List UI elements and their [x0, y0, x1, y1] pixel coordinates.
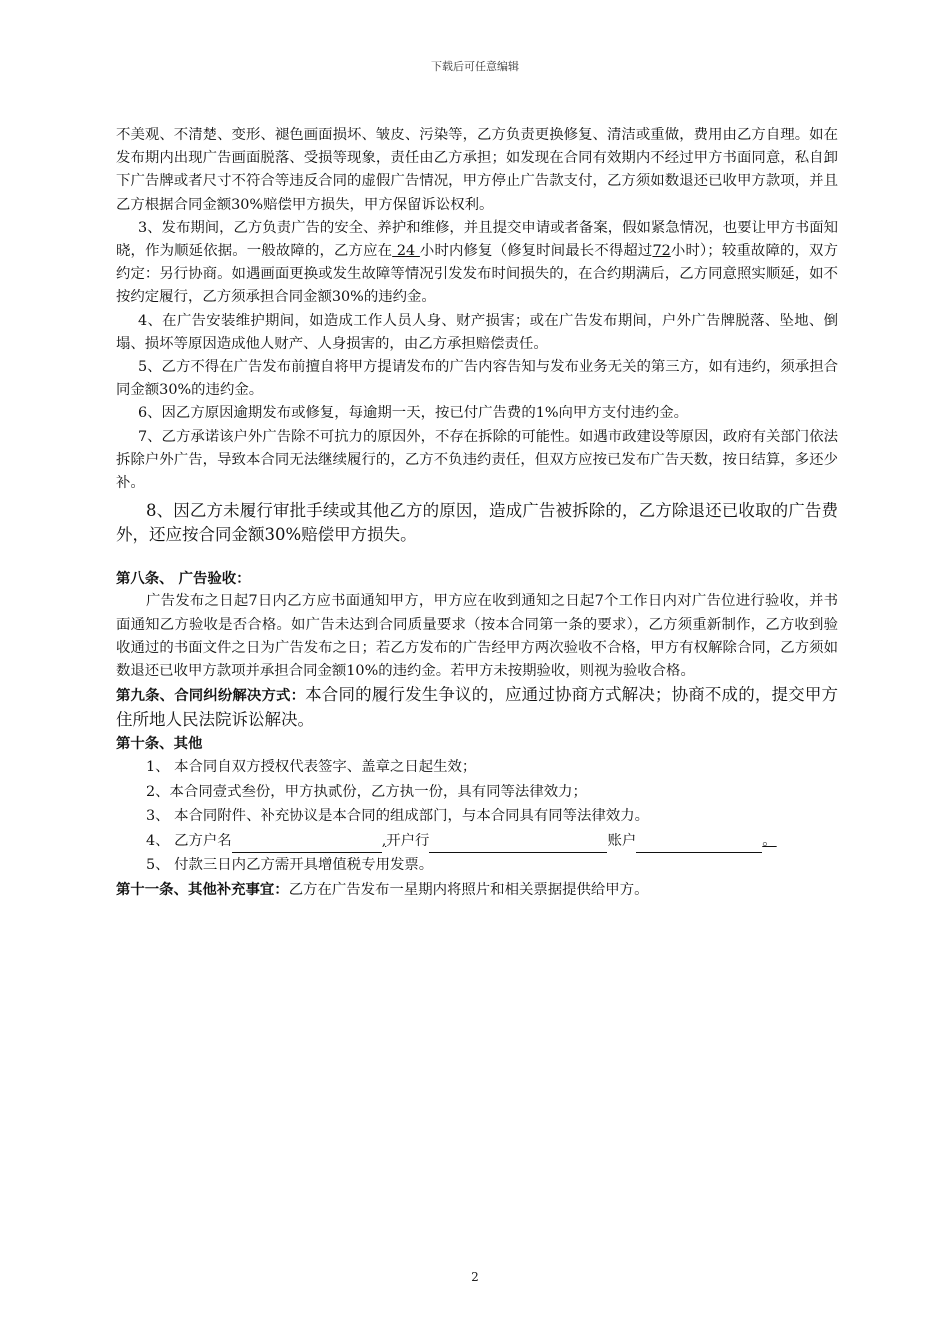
page-header: 下载后可任意编辑	[431, 60, 519, 73]
account-name-blank[interactable]	[232, 835, 382, 853]
bank-blank[interactable]	[429, 835, 607, 853]
document-body	[116, 124, 838, 902]
clause-3-text-c: 小时）；较重故障的，双方约定：另行协商。如遇画面更换或发生故障等情况引发发布时间损失的，在合约期满后，乙方同意照实顺延，如不按约定履行，乙方须承担合同金额30%的违约金。	[116, 243, 838, 306]
spacer	[116, 547, 838, 567]
account-blank[interactable]	[636, 835, 762, 853]
article-9	[116, 683, 838, 732]
account-name-label: 4、 乙方户名	[146, 832, 232, 849]
article-10-title: 第十条、其他	[116, 735, 203, 753]
clause-3-text-b: 小时内修复（修复时间最长不得超过	[419, 243, 653, 260]
clause-3	[116, 217, 838, 310]
article-9-title: 第九条、合同纠纷解决方式：	[116, 687, 306, 705]
clause-6: 6、因乙方原因逾期发布或修复，每逾期一天，按已付广告费的1%向甲方支付违约金。	[138, 405, 689, 422]
article-10-item-4	[116, 829, 838, 853]
page-number: 2	[471, 1270, 479, 1284]
clause-7: 7、乙方承诺该户外广告除不可抗力的原因外，不存在拆除的可能性。如遇市政建设等原因，政府有关部门依法拆除户外广告，导致本合同无法继续履行的，乙方不负违约责任，但双方应按已发布广告天数，按日结算，多还少补。	[116, 428, 838, 492]
paragraph-continued: 不美观、不清楚、变形、褪色画面损坏、皱皮、污染等，乙方负责更换修复、清洁或重做，费用由乙方自理。如在发布期内出现广告画面脱落、受损等现象，责任由乙方承担；如发现在合同有效期内不经过甲方书面同意，私自卸下广告牌或者尺寸不符合等违反合同的虚假广告情况，甲方停止广告款支付，乙方须如数退还已收甲方款项，并且乙方根据合同金额30%赔偿甲方损失，甲方保留诉讼权利。	[116, 127, 838, 213]
article-8-title: 第八条、 广告验收：	[116, 570, 251, 588]
clause-5: 5、乙方不得在广告发布前擅自将甲方提请发布的广告内容告知与发布业务无关的第三方，如有违约，须承担合同金额30%的违约金。	[116, 359, 838, 399]
item-4-comma: ,	[381, 832, 387, 849]
article-11	[116, 878, 838, 902]
article-10-item-5: 5、 付款三日内乙方需开具增值税专用发票。	[146, 857, 434, 874]
clause-3-text-a: 3、发布期间，乙方负责广告的安全、养护和维修，并且提交申请或者备案，假如紧急情况，也要让甲方书面知晓，作为顺延依据。一般故障的，乙方应在	[116, 219, 838, 260]
article-10-item-1: 1、 本合同自双方授权代表签字、盖章之日起生效；	[146, 759, 477, 776]
article-10-item-2: 2、本合同壹式叁份，甲方执贰份，乙方执一份，具有同等法律效力；	[146, 783, 587, 800]
repair-hours: 24	[392, 243, 420, 260]
clause-8: 8、因乙方未履行审批手续或其他乙方的原因，造成广告被拆除的，乙方除退还已收取的广告费外，还应按合同金额30%赔偿甲方损失。	[116, 501, 838, 545]
article-9-body: 本合同的履行发生争议的，应通过协商方式解决；协商不成的，提交甲方住所地人民法院诉讼解决。	[116, 685, 838, 730]
article-11-body: 乙方在广告发布一星期内将照片和相关票据提供给甲方。	[288, 881, 649, 898]
article-8-body: 广告发布之日起7日内乙方应书面通知甲方，甲方应在收到通知之日起7个工作日内对广告位进行验收，并书面通知乙方验收是否合格。如广告未达到合同质量要求（按本合同第一条的要求），乙方须重新制作，乙方收到验收通过的书面文件之日为广告发布之日；若乙方发布的广告经甲方两次验收不合格，甲方有权解除合同，乙方须如数退还已收甲方款项并承担合同金额10%的违约金。若甲方未按期验收，则视为验收合格。	[116, 593, 838, 680]
bank-label: 开户行	[386, 832, 430, 849]
item-4-end: 。	[762, 832, 777, 849]
clause-4: 4、在广告安装维护期间，如造成工作人员人身、财产损害；或在广告发布期间，户外广告牌脱落、坠地、倒塌、损坏等原因造成他人财产、人身损害的，由乙方承担赔偿责任。	[116, 312, 838, 352]
article-11-title: 第十一条、其他补充事宜：	[116, 880, 289, 898]
account-label: 账户	[607, 832, 637, 849]
article-10-item-3: 3、 本合同附件、补充协议是本合同的组成部门，与本合同具有同等法律效力。	[146, 808, 650, 825]
max-repair-hours: 72	[652, 243, 671, 260]
